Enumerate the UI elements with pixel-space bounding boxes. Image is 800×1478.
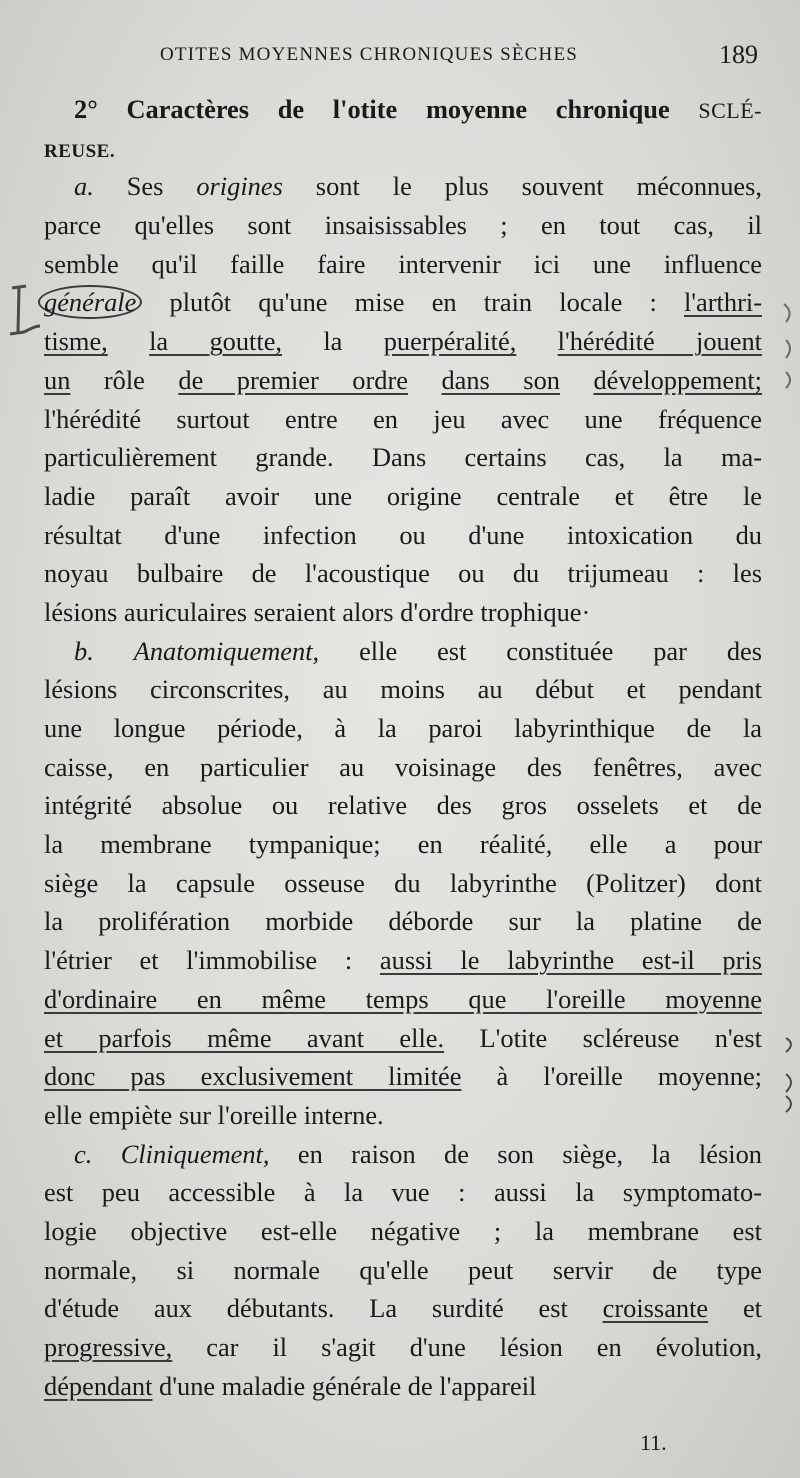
text-line: a. Ses origines sont le plus souvent méconnues, (74, 171, 763, 202)
text-line: lésions circonscrites, au moins au début et pendant (44, 674, 762, 705)
text-line: logie objective est-elle négative ; la membrane est (44, 1215, 762, 1246)
text-line: siège la capsule osseuse du labyrinthe (Politzer) dont (44, 867, 762, 898)
circled-word: générale (38, 285, 142, 319)
italic-term: Cliniquement, (120, 1138, 270, 1169)
pencil-underline: aussi le labyrinthe est-il pris (379, 945, 762, 976)
text-line: ladie paraît avoir une origine centrale et être le (44, 480, 762, 511)
italic-term: Anatomiquement, (133, 635, 320, 666)
text-line: semble qu'il faille faire intervenir ici une influence (44, 248, 762, 279)
margin-bracket-right-lower-icon (782, 1034, 800, 1114)
text-line: intégrité absolue ou relative des gros osselets et de (44, 790, 762, 821)
text-line: est peu accessible à la vue : aussi la symptomato- (44, 1177, 762, 1208)
text-line: l'hérédité surtout entre en jeu avec une fréquence (44, 403, 762, 434)
text-line: parce qu'elles sont insaisissables ; en tout cas, il (44, 210, 762, 241)
text-line: progressive, car il s'agit d'une lésion en évolution, (44, 1332, 762, 1362)
page-header (0, 38, 800, 78)
text-line: noyau bulbaire de l'acoustique ou du trijumeau : les (44, 558, 762, 589)
list-label: a. (74, 171, 94, 202)
list-label: b. (74, 635, 94, 666)
text-line: la membrane tympanique; en réalité, elle a pour (44, 829, 762, 860)
pencil-underline: développement; (593, 364, 763, 395)
text-line: un rôle de premier ordre dans son développement; (44, 364, 763, 395)
pencil-underline: tisme, (44, 326, 108, 357)
pencil-underline: puerpéralité, (383, 326, 517, 357)
signature-mark: 11. (640, 1430, 667, 1455)
margin-bracket-icon (2, 282, 42, 342)
pencil-underline: donc pas exclusivement limitée (44, 1061, 462, 1092)
pencil-underline: la goutte, (149, 326, 283, 357)
body-text (44, 90, 762, 1405)
text-line: elle empiète sur l'oreille interne. (44, 1099, 384, 1130)
heading-continuation (44, 129, 762, 168)
text-line: l'étrier et l'immobilise : aussi le labyrinthe est-il pris (44, 945, 762, 976)
pencil-underline: progressive, (44, 1332, 173, 1362)
text-line: b. Anatomiquement, elle est constituée par des (74, 635, 762, 666)
text-line (44, 980, 762, 1019)
page-number: 189 (719, 40, 758, 69)
pencil-underline: l'arthri- (683, 287, 762, 318)
pencil-underline: l'hérédité jouent (557, 326, 762, 357)
heading-smallcaps-end: SCLÉ- (698, 98, 762, 123)
heading-number: 2° (74, 94, 98, 124)
heading-smallcaps-cont: REUSE. (44, 140, 116, 162)
running-title: OTITES MOYENNES CHRONIQUES SÈCHES (160, 44, 579, 65)
pencil-underline: et parfois même avant elle. (44, 1022, 445, 1053)
text-line: résultat d'une infection ou d'une intoxication du (44, 519, 762, 550)
pencil-underline: de premier ordre (178, 364, 408, 395)
text-line: donc pas exclusivement limitée à l'oreille moyenne; (44, 1061, 762, 1092)
text-line: caisse, en particulier au voisinage des fenêtres, avec (44, 751, 762, 782)
text-line: lésions auriculaires seraient alors d'ordre trophique· (44, 596, 591, 627)
text-line: une longue période, à la paroi labyrinthique de la (44, 713, 762, 743)
heading-title: Caractères de l'otite moyenne chronique (126, 94, 670, 124)
pencil-underline: dépendant (44, 1370, 153, 1401)
text-line: normale, si normale qu'elle peut servir de type (44, 1254, 762, 1285)
text-line: dépendant d'une maladie générale de l'appareil (44, 1370, 537, 1401)
italic-term: origines (196, 171, 283, 202)
pencil-underline: un (44, 364, 71, 395)
pencil-underline: croissante (602, 1293, 709, 1324)
text-line: et parfois même avant elle. L'otite scléreuse n'est (44, 1022, 762, 1053)
section-heading (44, 90, 762, 129)
pencil-underline: d'ordinaire en même temps que l'oreille moyenne (44, 983, 762, 1014)
paragraph-lines (44, 167, 762, 1405)
text-line: tisme, la goutte, la puerpéralité, l'hérédité jouent (44, 326, 762, 357)
pencil-underline: dans son (441, 364, 560, 395)
text-line: d'étude aux débutants. La surdité est croissante et (44, 1293, 762, 1324)
text-line: particulièrement grande. Dans certains cas, la ma- (44, 442, 762, 473)
text-line: générale plutôt qu'une mise en train locale : l'arthri- (44, 283, 762, 322)
list-label: c. (74, 1138, 93, 1169)
text-line: c. Cliniquement, en raison de son siège, la lésion (74, 1138, 762, 1169)
margin-bracket-right-icon (780, 300, 800, 390)
text-line: la prolifération morbide déborde sur la platine de (44, 906, 762, 937)
